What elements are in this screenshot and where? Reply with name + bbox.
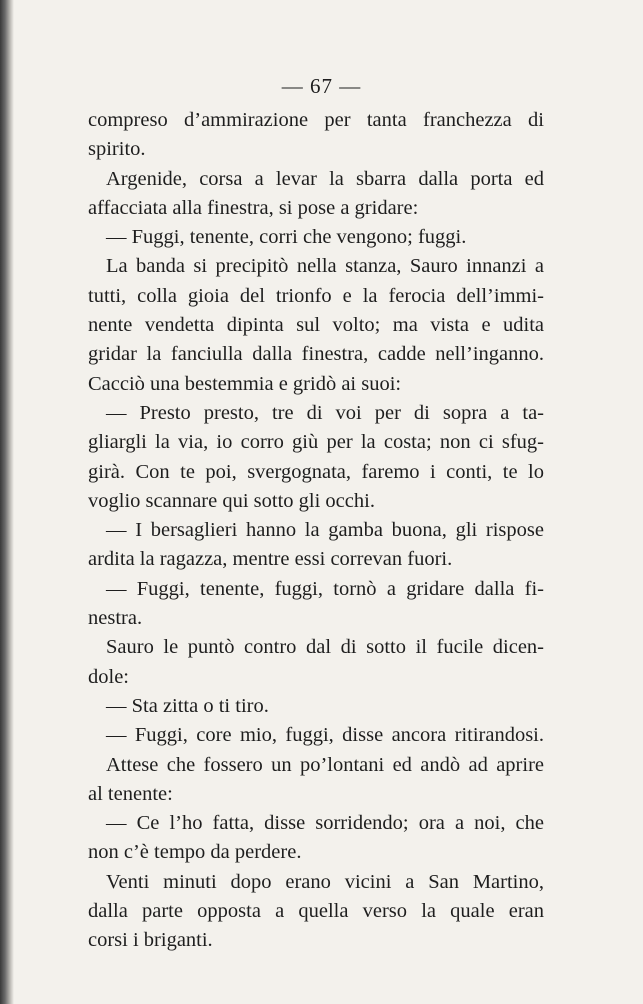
text-line: — Sta zitta o ti tiro. bbox=[106, 694, 269, 717]
text-line: tutti, colla gioia del trionfo e la ferocia dell’immi- bbox=[88, 284, 544, 307]
text-line: — Fuggi, tenente, fuggi, tornò a gridare dalla fi- bbox=[106, 577, 544, 600]
text-line: corsi i briganti. bbox=[88, 929, 213, 952]
text-line: La banda si precipitò nella stanza, Sauro innanzi a bbox=[106, 255, 544, 278]
text-line: — Fuggi, tenente, corri che vengono; fuggi. bbox=[106, 226, 467, 249]
book-binding-edge bbox=[0, 0, 14, 1004]
text-line: non c’è tempo da perdere. bbox=[88, 841, 302, 864]
text-line: nente vendetta dipinta sul volto; ma vista e udita bbox=[88, 314, 544, 337]
text-line: Argenide, corsa a levar la sbarra dalla porta ed bbox=[106, 167, 544, 190]
text-line: Cacciò una bestemmia e gridò ai suoi: bbox=[88, 372, 402, 395]
text-line: dalla parte opposta a quella verso la quale eran bbox=[88, 900, 544, 923]
text-line: nestra. bbox=[88, 607, 143, 630]
body-text bbox=[88, 106, 544, 956]
text-line: ardita la ragazza, mentre essi correvan fuori. bbox=[88, 548, 453, 571]
text-line: gridar la fanciulla dalla finestra, cadde nell’inganno. bbox=[88, 343, 544, 366]
text-line: al tenente: bbox=[88, 782, 173, 805]
text-line: — Presto presto, tre di voi per di sopra a ta- bbox=[106, 401, 544, 424]
text-line: affacciata alla finestra, si pose a gridare: bbox=[88, 196, 419, 219]
text-line: girà. Con te poi, svergognata, faremo i conti, te lo bbox=[88, 460, 544, 483]
text-line: dole: bbox=[88, 665, 129, 688]
text-line: — Ce l’ho fatta, disse sorridendo; ora a noi, che bbox=[106, 812, 544, 835]
text-line: gliargli la via, io corro giù per la costa; non ci sfug- bbox=[88, 431, 544, 454]
text-line: compreso d’ammirazione per tanta franchezza di bbox=[88, 109, 544, 131]
text-line: Venti minuti dopo erano vicini a San Martino, bbox=[106, 870, 544, 893]
text-line: voglio scannare qui sotto gli occhi. bbox=[88, 489, 375, 512]
text-line: Attese che fossero un po’lontani ed andò ad aprire bbox=[106, 753, 544, 776]
page-number: — 67 — bbox=[281, 74, 362, 98]
text-line: — Fuggi, core mio, fuggi, disse ancora ritirandosi. bbox=[106, 724, 544, 747]
text-line: — I bersaglieri hanno la gamba buona, gli rispose bbox=[106, 519, 544, 542]
text-line: spirito. bbox=[88, 138, 146, 161]
text-line: Sauro le puntò contro dal di sotto il fucile dicen- bbox=[106, 636, 544, 659]
